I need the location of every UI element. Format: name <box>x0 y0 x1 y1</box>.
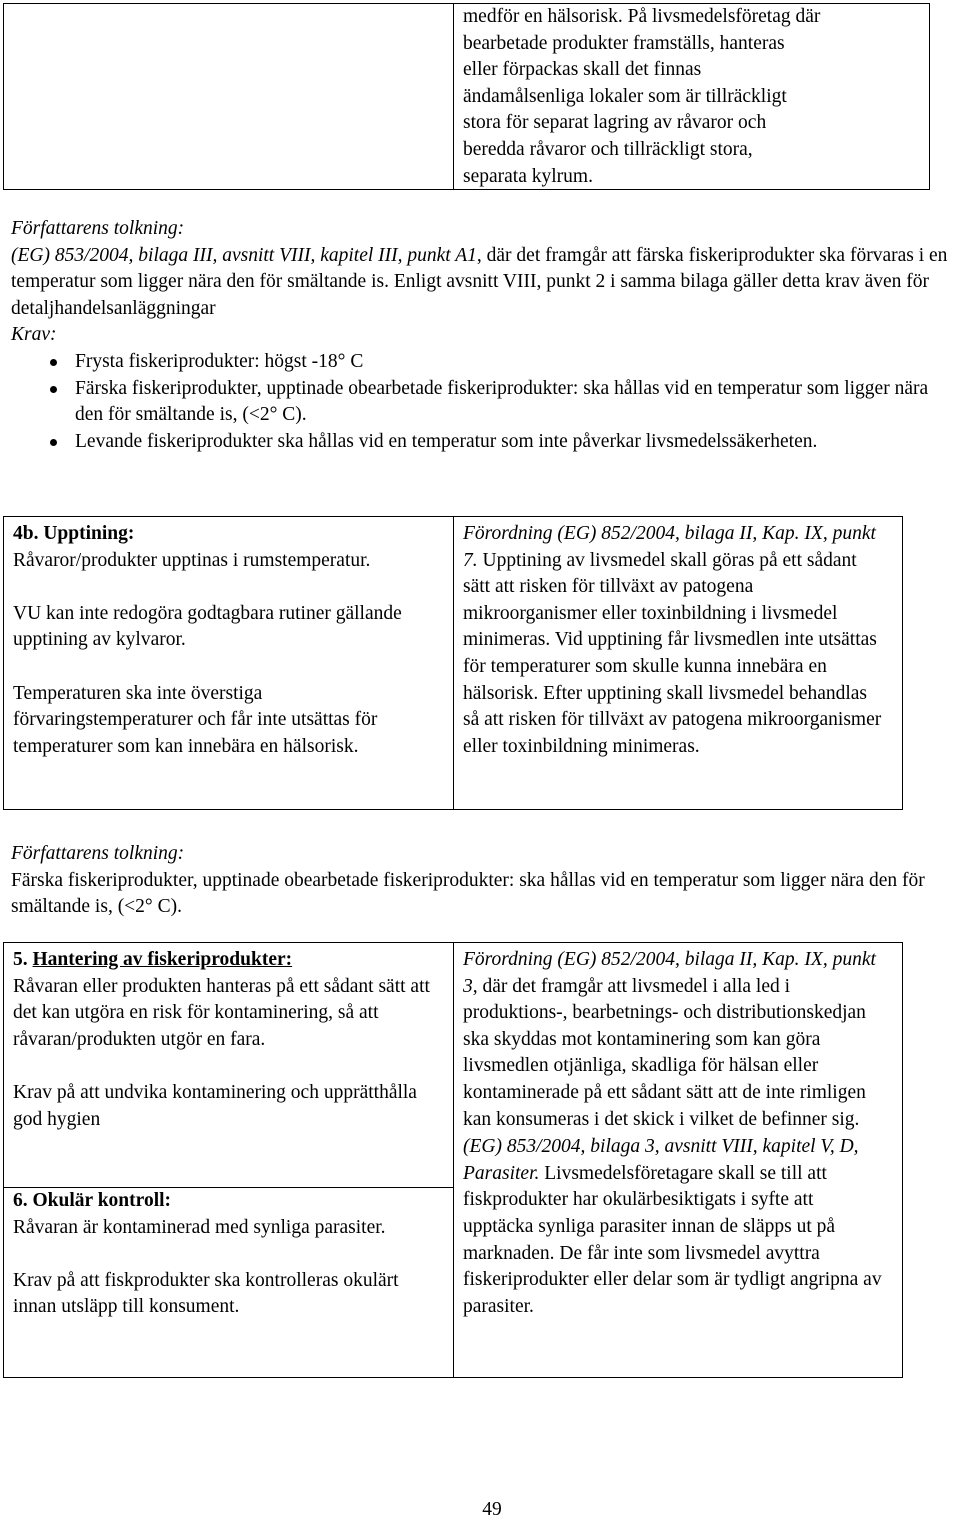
top-table-right-text <box>463 4 923 190</box>
bullet-icon <box>50 359 57 366</box>
section-heading-5: 5. Hantering av fiskeriprodukter: <box>13 949 293 970</box>
regulation-reference: (EG) 853/2004, bilaga 3, avsnitt VIII, kapitel V, D, Parasiter. <box>463 1136 859 1184</box>
interpretation-text: , där det framgår att färska fiskeriprodukter ska förvaras i en temperatur som ligger nära den för smältande is. Enligt avsnitt VIII, punkt 2 i samma bilaga gäller detta krav även för detaljhandelsanläggningar <box>11 244 948 319</box>
table-5-6 <box>3 942 903 1378</box>
section-heading-6: 6. Okulär kontroll: <box>13 1190 172 1211</box>
text-line: separata kylrum. <box>463 165 593 187</box>
interpretation-heading: Författarens tolkning: <box>11 218 185 239</box>
interpretation-text: Färska fiskeriprodukter, upptinade obearbetade fiskeriprodukter: ska hållas vid en temperatur som ligger nära den för smältande is, (<2° C). <box>11 869 925 918</box>
text-line: eller förpackas skall det finnas <box>463 59 702 81</box>
regulation-text: (EG) 853/2004, bilaga 3, avsnitt VIII, kapitel V, D, Parasiter. Livsmedelsföretagare skall se till att fiskprodukter har okulärbesiktigats i syfte att upptäcka synliga parasiter innan de släpps ut på marknaden. De får inte som livsmedel avyttra fiskeriprodukter eller delar som är tydligt angripna av parasiter. <box>463 1136 882 1317</box>
finding-text: Råvaran eller produkten hanteras på ett sådant sätt att det kan utgöra en risk för kontaminering, så att råvaran/produkten utgör en fara. <box>13 975 430 1050</box>
text-line: bearbetade produkter framställs, hanteras <box>463 32 785 54</box>
page-number: 49 <box>482 1499 502 1520</box>
regulation-reference: Förordning (EG) 852/2004, bilaga II, Kap. IX, punkt 3, <box>463 949 876 997</box>
interpretation-section-2 <box>11 841 941 921</box>
regulation-text: Förordning (EG) 852/2004, bilaga II, Kap. IX, punkt 7. Upptining av livsmedel skall göras på ett sådant sätt att risken för tillväxt av patogena mikroorganismer eller toxinbildning i livsmedel minimeras. Vid upptining får livsmedlen inte utsättas för temperaturer som skulle kunna innebära en hälsorisk. Efter upptining skall livsmedel behandlas så att risken för tillväxt av patogena mikroorganismer eller toxinbildning minimeras. <box>463 523 882 757</box>
text-line: beredda råvaror och tillräckligt stora, <box>463 138 753 160</box>
table-4b-divider <box>453 516 454 810</box>
section-heading-4b: 4b. Upptining: <box>13 523 135 544</box>
top-table <box>3 3 930 190</box>
text-line: medför en hälsorisk. På livsmedelsföretag där <box>463 6 821 27</box>
finding-text: Krav på att undvika kontaminering och upprätthålla god hygien <box>13 1081 417 1130</box>
top-table-divider <box>453 3 454 190</box>
finding-text: Råvaror/produkter upptinas i rumstemperatur. <box>13 549 371 571</box>
table-4b <box>3 516 903 810</box>
finding-text: Råvaran är kontaminerad med synliga parasiter. <box>13 1216 386 1238</box>
requirements-list <box>0 349 957 455</box>
list-item: Frysta fiskeriprodukter: högst -18° C <box>0 349 957 376</box>
table-4b-left-cell <box>13 521 445 760</box>
table-5-6-divider <box>453 942 454 1378</box>
finding-text: Temperaturen ska inte överstiga förvaringstemperaturer och får inte utsättas för temperaturer som kan innebära en hälsorisk. <box>13 682 378 757</box>
table-4b-right-cell <box>463 521 883 760</box>
krav-label: Krav: <box>11 324 57 346</box>
interpretation-section-1 <box>11 216 957 455</box>
finding-text: VU kan inte redogöra godtagbara rutiner gällande upptining av kylvaror. <box>13 602 402 651</box>
interpretation-paragraph <box>11 243 957 323</box>
regulation-reference: Förordning (EG) 852/2004, bilaga II, Kap. IX, punkt 7. <box>463 523 876 571</box>
regulation-text: Förordning (EG) 852/2004, bilaga II, Kap. IX, punkt 3, där det framgår att livsmedel i alla led i produktions-, bearbetnings- och distributionskedjan ska skyddas mot kontaminering som kan göra livsmedlen otjänliga, skadliga för hälsan eller kontaminerade på ett sådant sätt att de inte rimligen kan konsumeras i det skick i vilket de befinner sig. <box>463 949 876 1130</box>
regulation-reference: (EG) 853/2004, bilaga III, avsnitt VIII, kapitel III, punkt A1 <box>11 244 477 266</box>
bullet-icon <box>50 439 57 446</box>
text-line: ändamålsenliga lokaler som är tillräckligt <box>463 85 787 107</box>
list-item: Färska fiskeriprodukter, upptinade obearbetade fiskeriprodukter: ska hållas vid en temperatur som ligger nära den för smältande is, (<2° C). <box>0 376 957 429</box>
finding-text: Krav på att fiskprodukter ska kontrolleras okulärt innan utsläpp till konsument. <box>13 1269 399 1318</box>
table-6-left-cell <box>13 1188 445 1321</box>
top-table-right-cell <box>463 4 923 190</box>
text-line: stora för separat lagring av råvaror och <box>463 112 767 134</box>
interpretation-heading: Författarens tolkning: <box>11 843 185 864</box>
table-5-6-right-cell <box>463 947 885 1320</box>
table-5-left-cell <box>13 947 445 1133</box>
bullet-icon <box>50 386 57 393</box>
list-item: Levande fiskeriprodukter ska hållas vid en temperatur som inte påverkar livsmedelssäkerheten. <box>0 429 957 456</box>
